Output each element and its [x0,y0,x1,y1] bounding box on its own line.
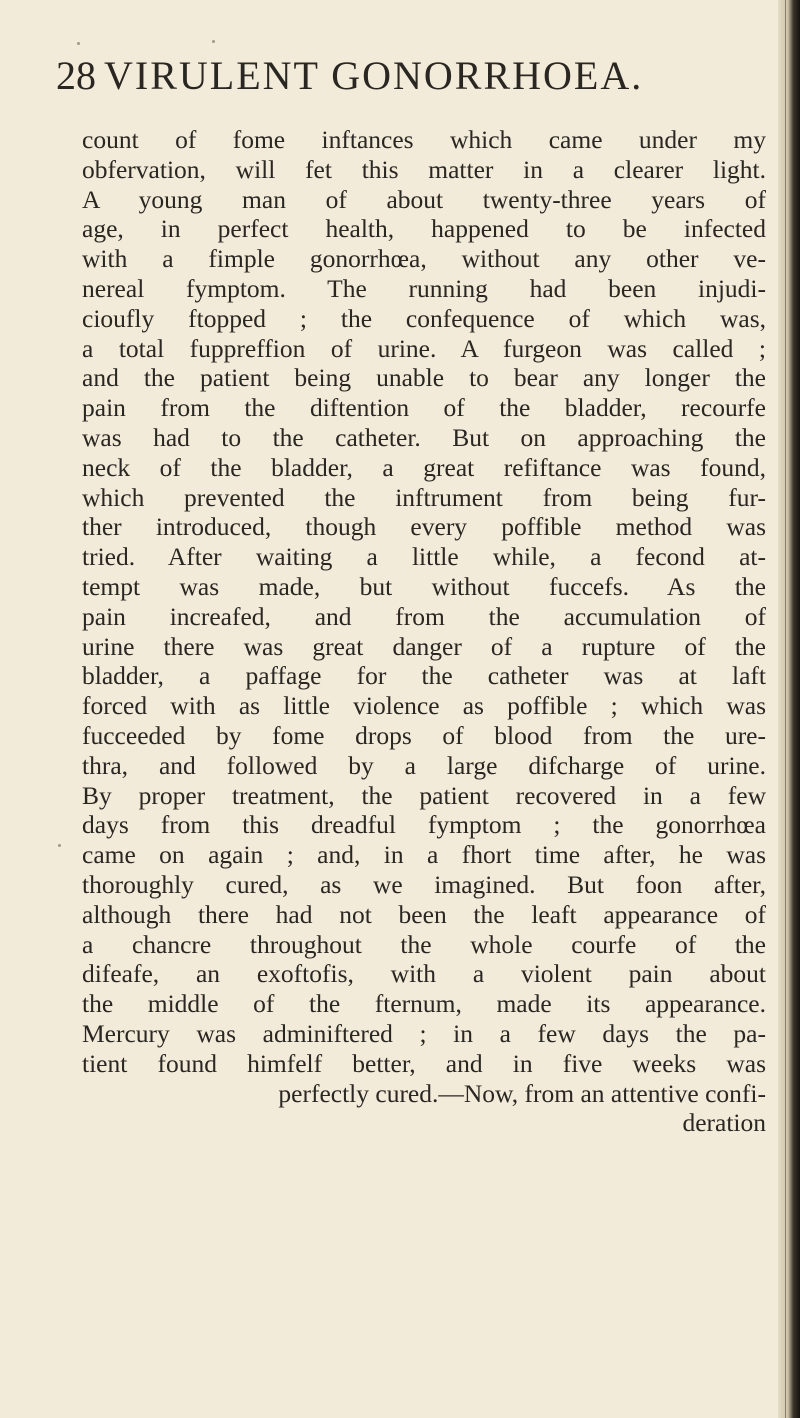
text-line: obfervation, will fet this matter in a clearer light. [82,154,766,184]
catchword: deration [682,1108,766,1138]
page-number: 28 [56,53,96,98]
ink-speck [212,40,215,43]
text-line: cioufly ftopped ; the confequence of which was, [82,303,766,333]
text-line: which prevented the inftrument from being fur- [82,482,766,512]
text-line: although there had not been the leaft appearance of [82,899,766,929]
text-line: tempt was made, but without fuccefs. As the [82,571,766,601]
text-line: tient found himfelf better, and in five weeks was [82,1048,766,1078]
text-line: a total fuppreffion of urine. A furgeon was called ; [82,333,766,363]
text-line: thoroughly cured, as we imagined. But foon after, [82,869,766,899]
text-line: perfectly cured.—Now, from an attentive confi- [278,1078,766,1108]
text-line: pain from the diftention of the bladder, recourfe [82,393,766,423]
page-edge-shadow [778,0,800,1418]
text-line: count of fome inftances which came under my [82,125,766,154]
body-text [82,125,766,1138]
text-line: ther introduced, though every poffible method was [82,512,766,542]
text-line: and the patient being unable to bear any longer the [82,363,766,393]
text-line: nereal fymptom. The running had been injudi- [82,273,766,303]
page-edge-line [790,0,791,1418]
text-line: A young man of about twenty-three years of [82,184,766,214]
text-line: difeafe, an exoftofis, with a violent pain about [82,959,766,989]
page-edge-line [785,0,786,1418]
text-line: thra, and followed by a large difcharge of urine. [82,750,766,780]
text-line: fucceeded by fome drops of blood from the ure- [82,720,766,750]
text-line: was had to the catheter. But on approaching the [82,422,766,452]
text-line: age, in perfect health, happened to be infected [82,214,766,244]
text-line: pain increafed, and from the accumulation of [82,601,766,631]
text-line: days from this dreadful fymptom ; the gonorrhœa [82,810,766,840]
text-line: Mercury was adminiftered ; in a few days the pa- [82,1018,766,1048]
ink-speck [77,42,80,45]
text-line: bladder, a paffage for the catheter was at laft [82,661,766,691]
text-line: forced with as little violence as poffible ; which was [82,691,766,721]
text-line: urine there was great danger of a rupture of the [82,631,766,661]
page-header [56,52,756,102]
ink-speck [58,844,61,847]
text-line: neck of the bladder, a great refiftance was found, [82,452,766,482]
running-head: VIRULENT GONORRHOEA. [104,53,644,98]
text-line: By proper treatment, the patient recovered in a few [82,780,766,810]
text-line: tried. After waiting a little while, a fecond at- [82,542,766,572]
text-line: with a fimple gonorrhœa, without any other ve- [82,244,766,274]
text-line: came on again ; and, in a fhort time after, he was [82,840,766,870]
text-line: the middle of the fternum, made its appearance. [82,989,766,1019]
text-line: a chancre throughout the whole courfe of the [82,929,766,959]
